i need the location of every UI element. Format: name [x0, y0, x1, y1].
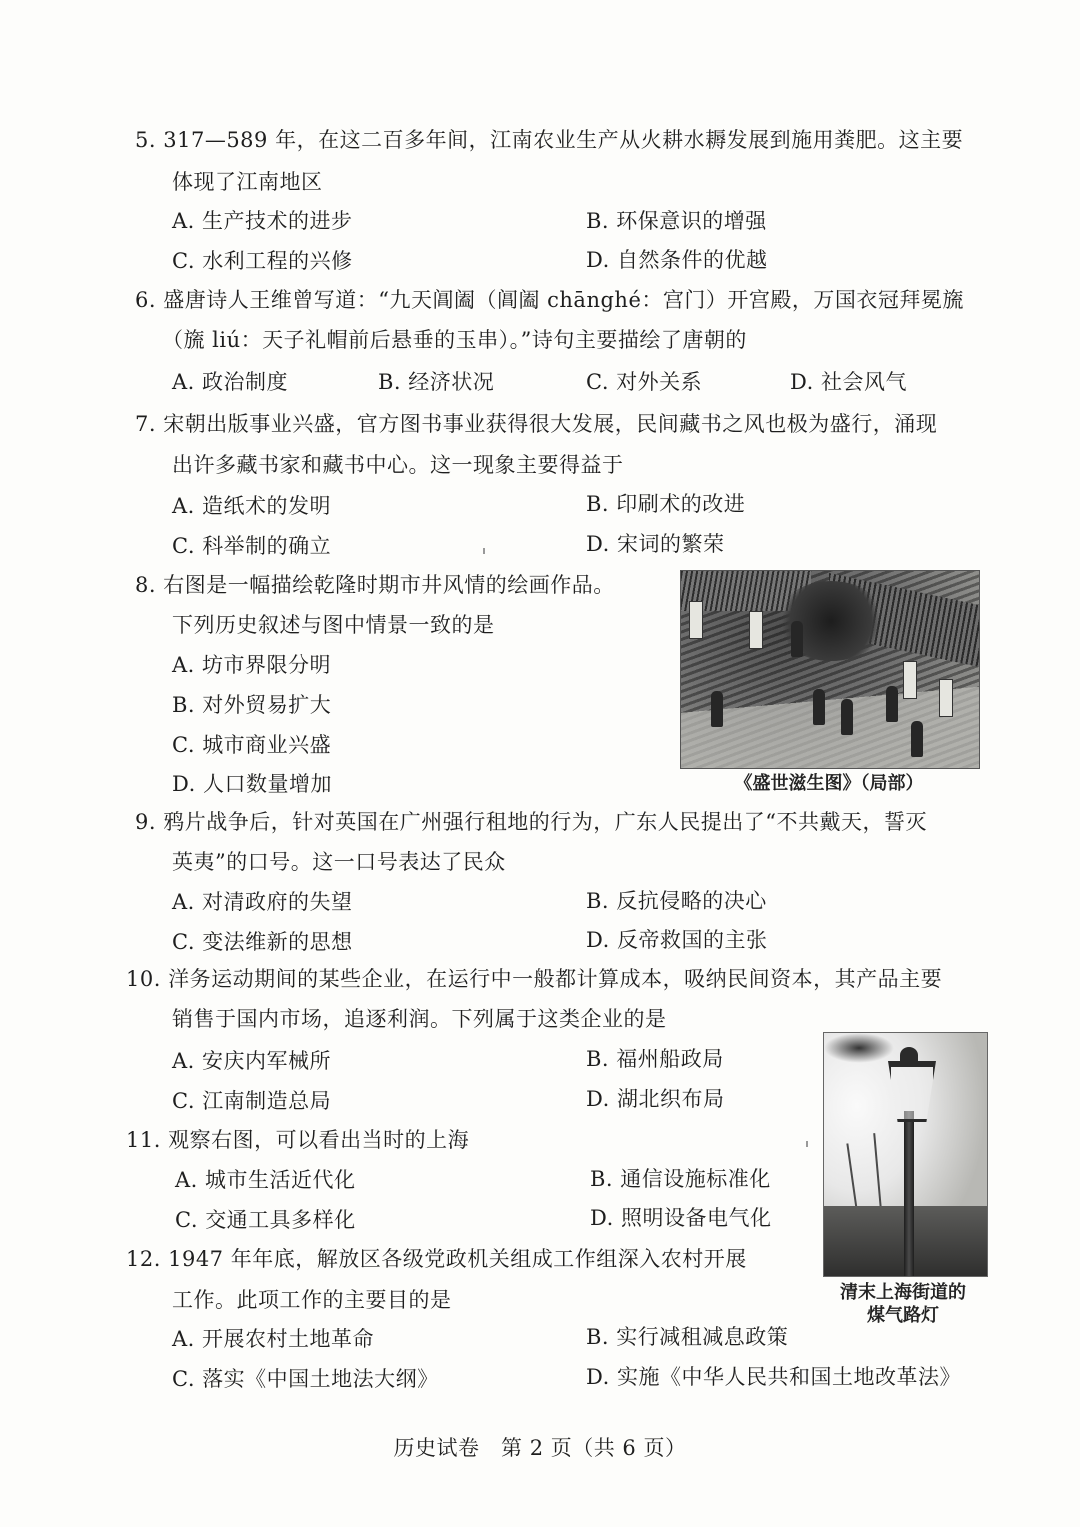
question-9-stem-line-2: 英夷”的口号。这一口号表达了民众 [172, 850, 506, 874]
option-d[interactable]: D. 人口数量增加 [172, 772, 332, 796]
option-a[interactable]: A. 造纸术的发明 [172, 494, 332, 518]
lamp-lantern-shape [888, 1061, 936, 1122]
question-number: 9. [135, 810, 157, 834]
shop-sign [689, 601, 703, 639]
question-8-stem-line-1: 8. 右图是一幅描绘乾隆时期市井风情的绘画作品。 [135, 573, 615, 597]
option-a[interactable]: A. 对清政府的失望 [172, 890, 353, 914]
qianlong-street-painting-image [680, 570, 980, 769]
shop-sign [939, 679, 953, 717]
lamp-caption-line-1: 清末上海街道的 [840, 1282, 966, 1303]
option-d[interactable]: D. 实施《中华人民共和国土地改革法》 [586, 1365, 961, 1389]
question-12-stem-line-2: 工作。此项工作的主要目的是 [172, 1288, 452, 1312]
option-c[interactable]: C. 交通工具多样化 [175, 1208, 356, 1232]
option-b[interactable]: B. 福州船政局 [586, 1047, 724, 1071]
shop-sign [749, 611, 763, 649]
question-number: 6. [135, 288, 157, 312]
option-d[interactable]: D. 反帝救国的主张 [586, 928, 768, 952]
question-5-stem-line-1: 5. 317—589 年，在这二百多年间，江南农业生产从火耕水耨发展到施用粪肥。这主要 [135, 128, 964, 152]
question-number: 5. [135, 128, 157, 152]
option-c[interactable]: C. 变法维新的思想 [172, 930, 353, 954]
option-b[interactable]: B. 经济状况 [378, 370, 495, 394]
painting-caption: 《盛世滋生图》（局部） [734, 773, 924, 794]
page-footer: 历史试卷 第 2 页（共 6 页） [393, 1436, 687, 1460]
lamp-pole-shape [904, 1111, 914, 1277]
lamp-caption-line-2: 煤气路灯 [867, 1305, 939, 1326]
figure-person [791, 621, 803, 657]
figure-person [711, 691, 723, 727]
figure-person [813, 689, 825, 725]
question-9-stem-line-1: 9. 鸦片战争后，针对英国在广州强行租地的行为，广东人民提出了“不共戴天，誓灭 [135, 810, 927, 834]
option-d[interactable]: D. 自然条件的优越 [586, 248, 768, 272]
gas-street-lamp-photo [823, 1032, 988, 1277]
option-a[interactable]: A. 开展农村土地革命 [172, 1327, 375, 1351]
scan-speck [483, 548, 485, 554]
option-c[interactable]: C. 对外关系 [586, 370, 703, 394]
option-b[interactable]: B. 印刷术的改进 [586, 492, 746, 516]
option-b[interactable]: B. 实行减租减息政策 [586, 1325, 789, 1349]
lamp-cap-shape [900, 1047, 918, 1063]
option-c[interactable]: C. 江南制造总局 [172, 1089, 332, 1113]
option-d[interactable]: D. 宋词的繁荣 [586, 532, 725, 556]
option-c[interactable]: C. 水利工程的兴修 [172, 249, 353, 273]
question-number: 12. [126, 1247, 161, 1271]
option-b[interactable]: B. 环保意识的增强 [586, 209, 767, 233]
question-number: 10. [126, 967, 161, 991]
option-a[interactable]: A. 生产技术的进步 [172, 209, 353, 233]
option-b[interactable]: B. 反抗侵略的决心 [586, 889, 767, 913]
question-7-stem-line-1: 7. 宋朝出版事业兴盛，官方图书事业获得很大发展，民间藏书之风也极为盛行，涌现 [135, 412, 938, 436]
question-10-stem-line-1: 10. 洋务运动期间的某些企业，在运行中一般都计算成本，吸纳民间资本，其产品主要 [126, 967, 943, 991]
option-a[interactable]: A. 安庆内军械所 [172, 1049, 332, 1073]
option-c[interactable]: C. 落实《中国土地法大纲》 [172, 1367, 439, 1391]
foliage-shape [824, 1033, 894, 1063]
option-c[interactable]: C. 科举制的确立 [172, 534, 332, 558]
question-7-stem-line-2: 出许多藏书家和藏书中心。这一现象主要得益于 [172, 453, 624, 477]
option-a[interactable]: A. 政治制度 [172, 370, 289, 394]
question-12-stem-line-1: 12. 1947 年年底，解放区各级党政机关组成工作组深入农村开展 [126, 1247, 747, 1271]
street-shape [681, 678, 979, 768]
option-a[interactable]: A. 城市生活近代化 [175, 1168, 356, 1192]
question-number: 11. [126, 1128, 161, 1152]
figure-person [841, 699, 853, 735]
option-d[interactable]: D. 社会风气 [790, 370, 907, 394]
question-6-stem-line-1: 6. 盛唐诗人王维曾写道：“九天阊阖（阊阖 chānghé：宫门）开宫殿，万国衣冠拜冕旒 [135, 288, 964, 312]
option-d[interactable]: D. 照明设备电气化 [590, 1206, 772, 1230]
question-10-stem-line-2: 销售于国内市场，追逐利润。下列属于这类企业的是 [172, 1007, 667, 1031]
option-c[interactable]: C. 城市商业兴盛 [172, 733, 332, 757]
shop-sign [903, 661, 917, 699]
figure-person [911, 721, 923, 757]
question-11-stem-line-1: 11. 观察右图，可以看出当时的上海 [126, 1128, 470, 1152]
option-a[interactable]: A. 坊市界限分明 [172, 653, 332, 677]
question-6-stem-line-2: （旒 liú：天子礼帽前后悬垂的玉串）。”诗句主要描绘了唐朝的 [162, 328, 747, 352]
question-8-stem-line-2: 下列历史叙述与图中情景一致的是 [172, 613, 495, 637]
option-b[interactable]: B. 对外贸易扩大 [172, 693, 332, 717]
figure-person [886, 686, 898, 722]
option-d[interactable]: D. 湖北织布局 [586, 1087, 725, 1111]
question-5-stem-line-2: 体现了江南地区 [172, 170, 323, 194]
option-b[interactable]: B. 通信设施标准化 [590, 1167, 771, 1191]
question-number: 8. [135, 573, 157, 597]
question-number: 7. [135, 412, 157, 436]
scan-speck [806, 1141, 808, 1147]
